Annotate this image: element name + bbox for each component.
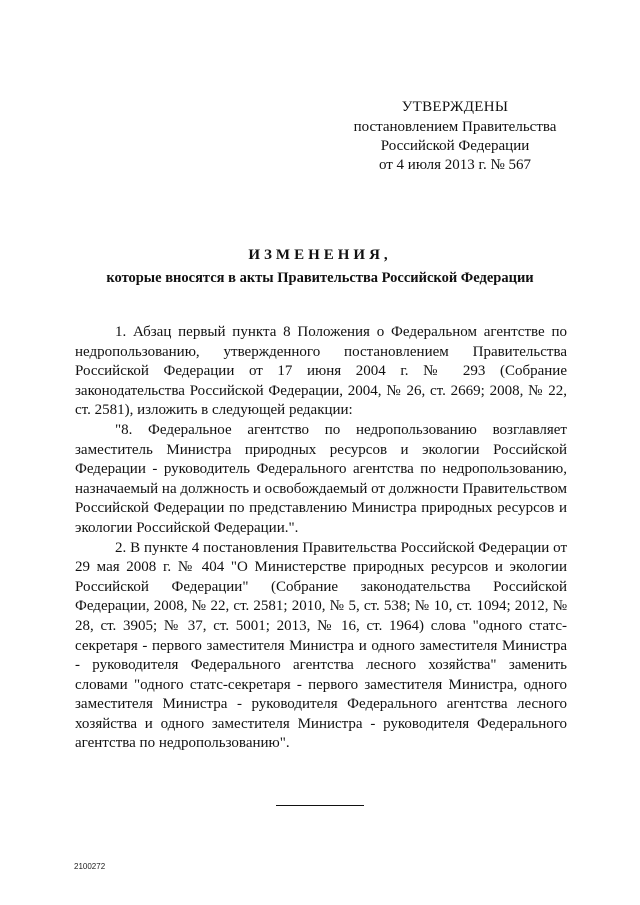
document-subtitle: которые вносятся в акты Правительства Российской Федерации bbox=[106, 270, 534, 286]
approval-block bbox=[300, 98, 610, 175]
paragraph-3: 2. В пункте 4 постановления Правительства Российской Федерации от 29 мая 2008 г. № 404 "О Министерстве природных ресурсов и экологии Российской Федерации" (Собрание законодательства Российской Федерации, 2008, № 22, ст. 2581; 2010, № 5, ст. 538; № 10, ст. 1094; 2012, № 28, ст. 3905; № 37, ст. 5001; 2013, № 16, ст. 1964) слова "одного статс-секретаря - первого заместителя Министра и одного заместителя Министра - руководителя Федерального агентства лесного хозяйства" заменить словами "одного статс-секретаря - первого заместителя Министра, одного заместителя Министра - руководителя Федерального агентства лесного хозяйства и одного заместителя Министра - руководителя Федерального агентства по недропользованию". bbox=[75, 539, 567, 752]
document-number: 2100272 bbox=[74, 862, 106, 871]
document-body bbox=[75, 323, 567, 754]
paragraph-1: 1. Абзац первый пункта 8 Положения о Федеральном агентстве по недропользованию, утвержденного постановлением Правительства Российской Федерации от 17 июня 2004 г. № 293 (Собрание законодательства Российской Федерации, 2004, № 26, ст. 2669; 2008, № 22, ст. 2581), изложить в следующей редакции: bbox=[75, 324, 567, 419]
approval-heading: УТВЕРЖДЕНЫ bbox=[401, 99, 509, 115]
approval-line-1: постановлением Правительства bbox=[353, 119, 557, 135]
end-divider bbox=[276, 805, 364, 806]
approval-line-3: от 4 июля 2013 г. № 567 bbox=[378, 157, 532, 173]
paragraph-2-quote: "8. Федеральное агентство по недропользованию возглавляет заместитель Министра природных ресурсов и экологии Российской Федерации - руководитель Федерального агентства по недропользованию, назначаемый на должность и освобождаемый от должности Правительством Российской Федерации по представлению Министра природных ресурсов и экологии Российской Федерации.". bbox=[75, 421, 567, 536]
approval-line-2: Российской Федерации bbox=[380, 138, 530, 154]
document-title: ИЗМЕНЕНИЯ, bbox=[248, 247, 392, 263]
